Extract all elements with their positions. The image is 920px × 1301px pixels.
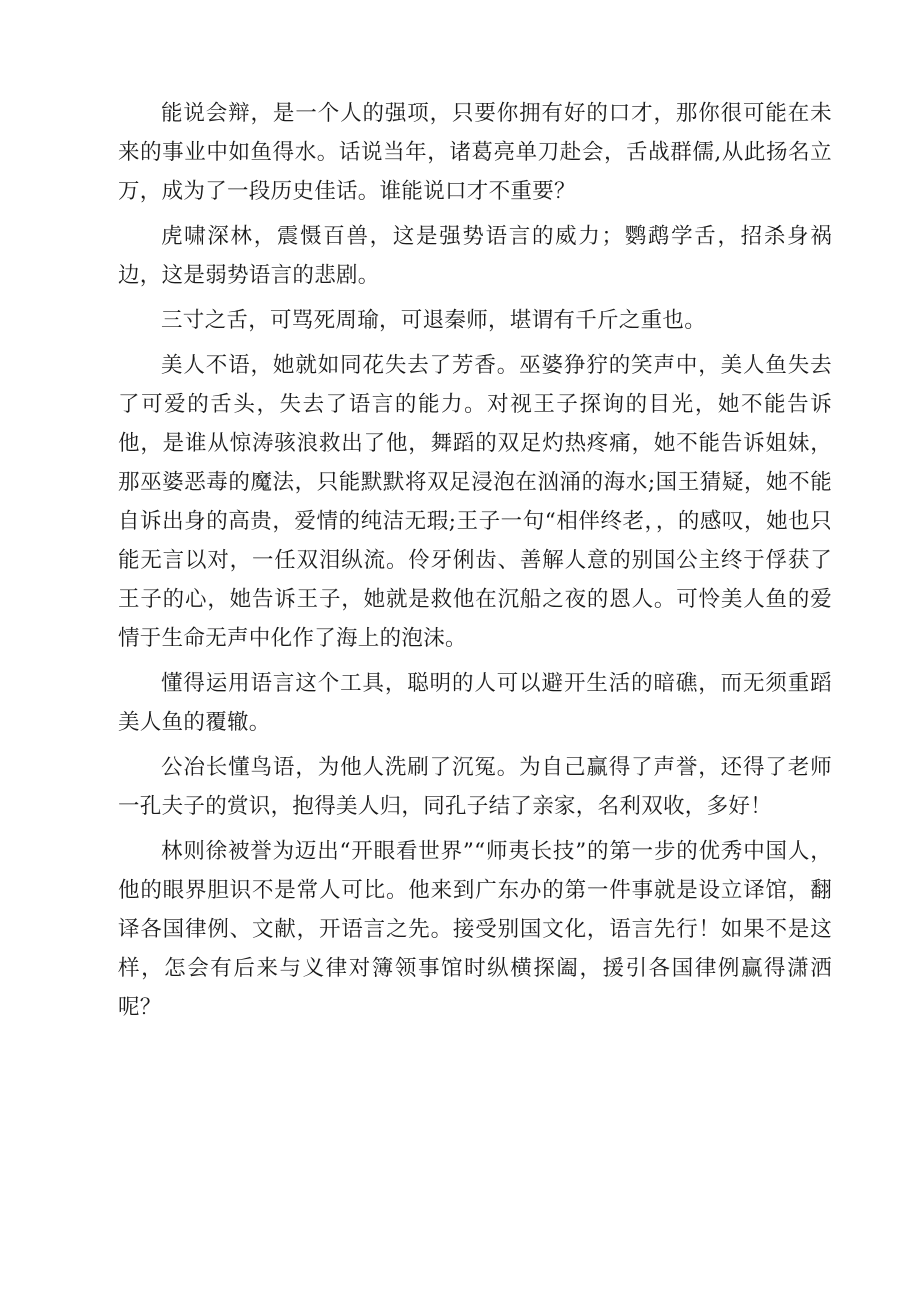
paragraph-2: 虎啸深林，震慑百兽，这是强势语言的威力；鹦鹉学舌，招杀身祸边，这是弱势语言的悲剧。 (118, 224, 832, 288)
paragraph-6: 公冶长懂鸟语，为他人洗刷了沉冤。为自己赢得了声誉，还得了老师一孔夫子的赏识，抱得美人归，同孔子结了亲家，名利双收，多好！ (118, 755, 832, 819)
paragraph-3: 三寸之舌，可骂死周瑜，可退秦师，堪谓有千斤之重也。 (161, 308, 707, 333)
paragraph-4: 美人不语，她就如同花失去了芳香。巫婆狰狞的笑声中，美人鱼失去了可爱的舌头，失去了语言的能力。对视王子探询的目光，她不能告诉他，是谁从惊涛骇浪救出了他，舞蹈的双足灼热疼痛，她不能告诉姐妹，那巫婆恶毒的魔法，只能默默将双足浸泡在汹涌的海水;国王猜疑，她不能自诉出身的高贵，爱情的纯洁无瑕;王子一句“相伴终老，，的感叹，她也只能无言以对，一任双泪纵流。伶牙俐齿、善解人意的别国公主终于俘获了王子的心，她告诉王子，她就是救他在沉船之夜的恩人。可怜美人鱼的爱情于生命无声中化作了海上的泡沫。 (118, 353, 832, 651)
paragraph-7: 林则徐被誉为迈出“开眼看世界”“师夷长技”的第一步的优秀中国人，他的眼界胆识不是常人可比。他来到广东办的第一件事就是设立译馆，翻译各国律例、文献，开语言之先。接受别国文化，语言先行！如果不是这样，怎会有后来与义律对簿领事馆时纵横探阖，援引各国律例赢得潇洒呢？ (118, 839, 832, 1020)
paragraph-1: 能说会辩，是一个人的强项，只要你拥有好的口才，那你很可能在未来的事业中如鱼得水。话说当年，诸葛亮单刀赴会，舌战群儒,从此扬名立万，成为了一段历史佳话。谁能说口才不重要？ (118, 101, 832, 204)
paragraph-5: 懂得运用语言这个工具，聪明的人可以避开生活的暗礁，而无须重蹈美人鱼的覆辙。 (118, 671, 832, 735)
